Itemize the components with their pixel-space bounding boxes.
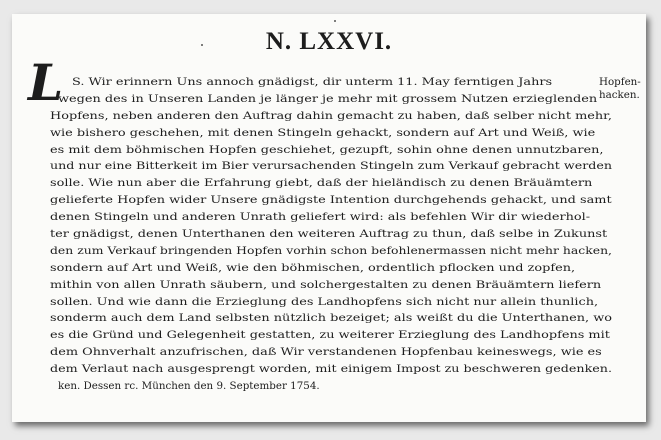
text-line: dem Ohnverhalt anzufrischen, daß Wir verstandenen Hopfenbau keineswegs, wie es [50,346,602,359]
print-speck [334,20,336,22]
text-line: Hopfens, neben anderen den Auftrag dahin gemacht zu haben, daß selber nicht mehr, [50,109,612,122]
text-line: dem Verlaut nach ausgesprengt worden, mit einigem Impost zu beschweren gedenken. [50,363,612,376]
page-title: N. LXXVI. [265,28,393,55]
text-line: sollen. Und wie dann die Erzieglung des Landhopfens sich nicht nur allein thunlich, [50,295,599,308]
text-line: und nur eine Bitterkeit im Bier verursachenden Stingeln zum Verkauf gebracht werden [50,160,612,173]
text-line: denen Stingeln und anderen Unrath geliefert wird: als befehlen Wir dir wiederhol- [50,211,591,224]
text-line: gelieferte Hopfen wider Unsere gnädigste Intention durchgehends gehackt, und samt [50,194,612,207]
text-line: den zum Verkauf bringenden Hopfen vorhin schon befohlenermassen nicht mehr hacken, [50,244,612,257]
text-line: mithin von allen Unrath säubern, und solchergestalten zu denen Bräuämtern liefern [50,278,602,291]
text-line: solle. Wie nun aber die Erfahrung giebt, daß der hieländisch zu denen Bräuämtern [50,177,593,190]
text-line: ken. Dessen rc. München den 9. September 1754. [58,380,320,393]
margin-note-line: Hopfen- [599,76,641,88]
text-line: wegen des in Unseren Landen je länger je mehr mit grossem Nutzen erzieglenden [58,92,598,105]
text-line: ter gnädigst, denen Unterthanen den weiteren Auftrag zu thun, daß selbe in Zukunst [50,228,608,241]
initial-capital: L [28,53,64,112]
text-line: es mit dem böhmischen Hopfen geschiehet, gezupft, sohin ohne denen unnutzbaren, [50,143,604,156]
body-text [50,74,612,395]
text-line: wie bishero geschehen, mit denen Stingeln gehackt, sondern auf Art und Weiß, wie [50,126,596,139]
text-line: sondern auf Art und Weiß, wie den böhmischen, ordentlich pflocken und zopfen, [50,261,576,274]
document-page [12,14,646,422]
margin-note-line: hacken. [599,89,640,101]
text-line: es die Gründ und Gelegenheit gestatten, zu weiterer Erzieglung des Landhopfens mit [50,329,610,342]
text-line: S. Wir erinnern Uns annoch gnädigst, dir unterm 11. May ferntigen Jahrs [72,76,553,88]
text-line: sonderm auch dem Land selbsten nützlich bezeiget; als weißt du die Unterthanen, wo [50,312,612,325]
